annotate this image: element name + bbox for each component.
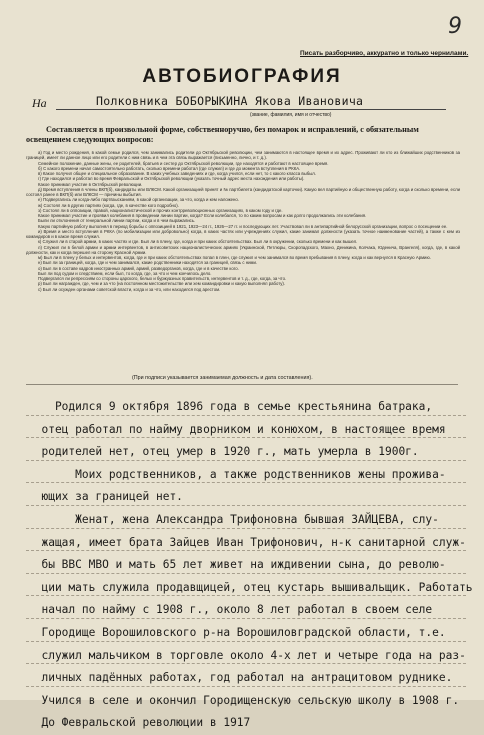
question-item: л) Служил ли в белой армии и армии интервентов, в антисоветских националистических армиях (Украинской, Петлюры, Скоропадского, Махно, Деникина, Колчака, Юденича, Врангеля), когда, где, в какой должности, как и когда перешел на сторону Красной Армии. [26, 244, 460, 255]
body-line: жащая, имеет брата Зайцев Иван Трифонович, н-к санитарной служ- [28, 535, 466, 549]
question-item: а) Год и место рождения, в какой семье родился, чем занимались родители до Октябрьской революции, чем занимаются в настоящее время и их адрес. Проживают ли кто из ближайших родственников за границей, имеет ли данное лицо или его родители с ним связь и в чем эта связь выражается (письменно, лично, и т. д.). [26, 150, 460, 161]
signature-note: (При подписи указывается занимаемая должность и дата составления). [132, 375, 313, 381]
ruled-guide-line [26, 505, 466, 506]
ruled-guide-line [26, 663, 466, 664]
question-item: Какое принимал участие и проявил колебания в проведении линии партии, когда? Если колебался, то по каким вопросам и как долго продолжались эти колебания. [38, 213, 367, 218]
ruled-guide-line [26, 595, 466, 596]
question-item: б) С какого времени начал самостоятельно работать, сколько времени работал (где служил) и где до момента вступления в РККА. [38, 165, 301, 171]
question-item: в) Какое получил общее и специальное образование. В каких учебных заведениях и где, когда учился, если нет, то с какого класса выбыл. [38, 171, 317, 176]
body-line: родителей нет, отец умер в 1920 г., мать умерла в 1900г. [28, 445, 419, 459]
question-item: и) Время и место вступления в РККА (по мобилизации или добровольно) когда, в каких частях или учреждениях служил, какие занимал должности (указать точное наименование частей), а также с кем из командиров и в какое время служил. [26, 228, 460, 239]
question-item: о) Был ли в составе кадров иностранных армий, армий, разведорганов, когда, где и в качестве кого. [38, 265, 239, 271]
ruled-guide-line [26, 437, 466, 438]
ruled-guide-line [26, 686, 466, 687]
question-item: Был ли под судом и следствием, если был, то когда, где, за что и чем кончилось дело. [38, 270, 212, 276]
question-item: ж) Состоял ли в других партиях (когда, где, в качестве кого подробно). [38, 202, 179, 208]
body-line: Городище Ворошиловского р-на Ворошиловградской области, т.е. [28, 625, 446, 639]
body-line: бы ВВС МВО и мать 65 лет живет на иждивении сына, до револю- [28, 558, 446, 572]
question-item: Семейное положение, данные жены, ее родителей, братьев и сестер до Октябрьской революции, где находятся и работают в настоящее время. [38, 160, 329, 166]
person-name: Полковника БОБОРЫКИНА Якова Ивановича [96, 94, 364, 108]
question-item: з) Состоял ли в оппозиции, правой, националистической и прочих контрреволюционных организациях, в каком году и где. [38, 207, 283, 213]
ruled-guide-line [26, 482, 466, 483]
question-item: Какую партийную работу выполнял в период борьбы с оппозицией в 1921, 1923—24 гг., 1926—27 гг. и последующих лет. Участвовал ли в антипартийной белорусской организации, вопрос о посещении ее. [38, 223, 448, 229]
question-item: г) Где находился и работал во время Февральской и Октябрьской революции (указать точный адрес места нахождения или работы). [38, 176, 305, 182]
question-item: с) Был ли осужден органами советской власти, когда и за что, или находился под арестом. [38, 286, 221, 292]
body-line: До Февральской революции в 1917 [28, 716, 251, 730]
writing-instruction: Писать разборчиво, аккуратно и только чернилами. [300, 50, 469, 57]
body-line: ции мать служила продавщицей, отец кустарь вышивальщик. Работать [28, 580, 473, 594]
question-item: Какое принимал участие в Октябрьской революции. [38, 181, 143, 187]
body-line: Учился в селе и окончил Городищенскую сельскую школу в 1908 г. [28, 693, 460, 707]
section-divider [26, 384, 458, 385]
question-item: д) Время вступления в члены ВКП(б), кандидаты или ВЛКСМ. Какой организацией принят и № партбилета (кандидатской карточки). Какую вел партийную и общественную работу, когда и сколько времени, если состоял ранее в ВКП(б) или ВЛКСМ — причины выбытия. [26, 186, 460, 197]
body-line: ющих за границей нет. [28, 490, 183, 504]
question-item: Были ли отклонения от генеральной линии партии, когда и в чем выражались. [38, 218, 196, 224]
body-line: Женат, жена Александра Трифоновна бывшая ЗАЙЦЕВА, слу- [28, 512, 439, 526]
body-line: начал по найму с 1908 г., около 8 лет работал в своем селе [28, 603, 433, 617]
question-item: р) Был ли награжден, где, чем и за что (на постоянном местожительстве или хем командировки и какую выполнял работу). [38, 281, 286, 287]
body-line: Моих родственников, а также родственников жены прожива- [28, 467, 446, 481]
typed-autobiography-text [28, 396, 474, 735]
question-item: м) Был ли в плену у белых и интервентов, когда, где и при каких обстоятельствах попал в плен, где служил и чем занимался во время пребывания в плену, когда и как вернулся в Красную Армию. [38, 255, 431, 260]
preamble-text: Составляется в произвольной форме, собственноручно, без помарок и исправлений, с обязательным освещением следующих вопросов: [26, 125, 419, 144]
body-line: отец работал по найму дворником и конюхом, в настоящее время [28, 422, 446, 436]
question-item: Подвергался ли репрессиям со стороны царского, белых и буржуазных правительств, интервентов и т. д., где, когда, за что. [38, 276, 287, 281]
ruled-guide-line [26, 618, 466, 619]
ruled-guide-line [26, 641, 466, 642]
question-item: е) Подвергались ли когда-либо партвзысканиям, в какой организации, за что, когда и кем наложено. [38, 197, 239, 203]
body-line: служил мальчиком в торговле около 4-х лет и четыре года на раз- [28, 648, 466, 662]
question-item: н) Был ли за границей, когда, где и чем занимался, какие родственники находятся за границей, связь с ними. [38, 260, 258, 266]
ruled-guide-line [26, 528, 466, 529]
page-number: 9 [448, 14, 462, 39]
body-line: личных падённых работах, год работал на антрацитовом руднике. [28, 671, 453, 685]
name-prefix: На [32, 96, 47, 110]
ruled-guide-line [26, 550, 466, 551]
body-line: Родился 9 октября 1896 года в семье крестьянина батрака, [28, 400, 433, 413]
questions-list [26, 150, 460, 362]
document-title: АВТОБИОГРАФИЯ [142, 66, 342, 87]
ruled-guide-line [26, 460, 466, 461]
name-underline [56, 109, 446, 110]
ruled-guide-line [26, 415, 466, 416]
name-caption: (звание, фамилия, имя и отчество) [250, 112, 332, 118]
question-item: к) Служил ли в старой армии, в каких частях и где. Был ли в плену, где, когда и при каких обстоятельствах. Был ли в окружении, сколько времени и как вышел. [38, 239, 358, 245]
ruled-guide-line [26, 573, 466, 574]
name-row [26, 94, 446, 112]
